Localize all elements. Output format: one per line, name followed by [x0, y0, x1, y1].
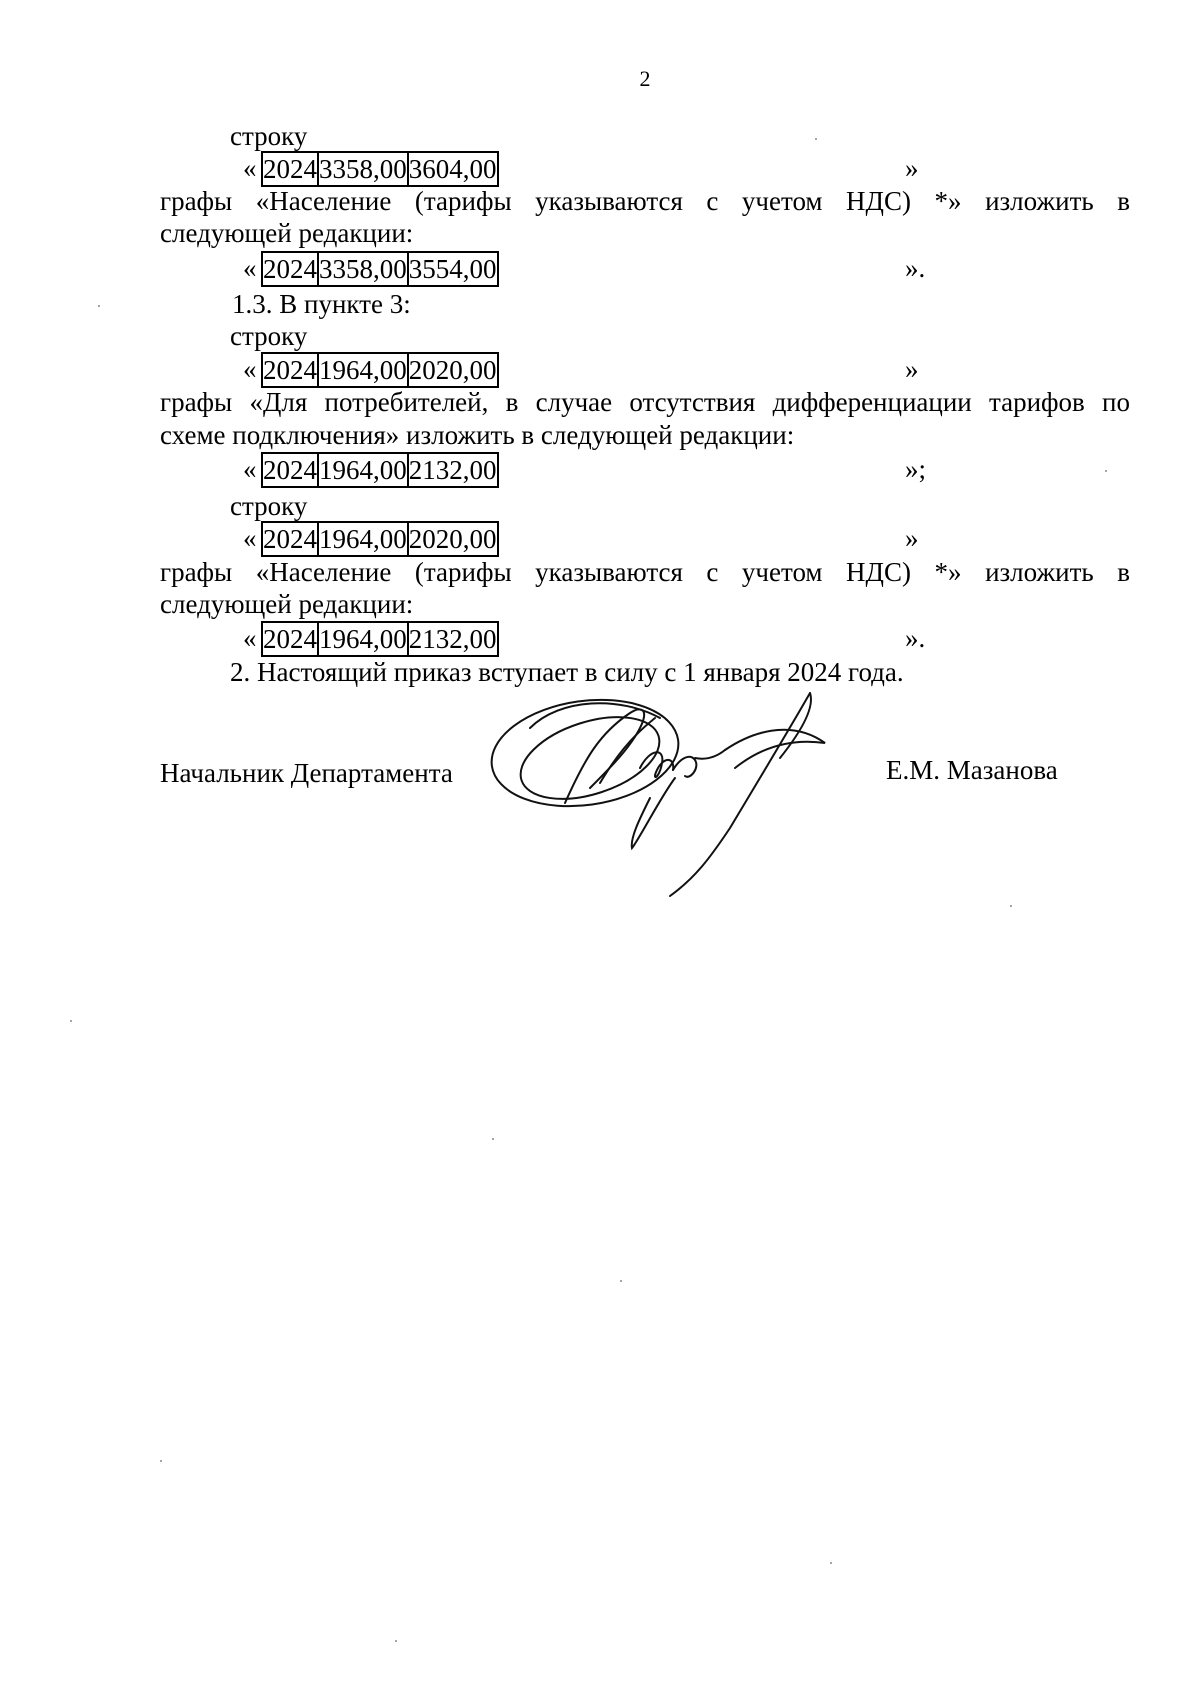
label-stroku: строку [230, 121, 308, 151]
tariff-table [261, 521, 499, 557]
tariff-table [261, 151, 499, 187]
signatory-title: Начальник Департамента [160, 758, 453, 788]
close-quote: » [905, 354, 919, 384]
tariff-cell-2: 2132,00 [408, 624, 497, 654]
paragraph-line: графы «Для потребителей, в случае отсутствия дифференциации тарифов по [160, 387, 1130, 417]
scan-speck [815, 138, 817, 140]
tariff-table [261, 621, 499, 657]
scan-speck [830, 1562, 832, 1564]
tariff-cell-2: 2132,00 [408, 455, 497, 485]
handwritten-signature [490, 688, 870, 898]
close-quote: » [905, 153, 919, 183]
open-quote: « [243, 153, 257, 183]
open-quote: « [243, 354, 257, 384]
page-number: 2 [639, 66, 651, 91]
scan-speck [70, 1020, 72, 1022]
tariff-cell-1: 3358,00 [319, 254, 407, 284]
scan-speck [492, 1138, 494, 1140]
tariff-table [261, 352, 499, 388]
tariff-cell-2: 3604,00 [408, 154, 497, 184]
clause-heading: 1.3. В пункте 3: [232, 289, 411, 319]
open-quote: « [243, 523, 257, 553]
tariff-cell-2: 2020,00 [408, 355, 497, 385]
year-cell: 2024 [263, 154, 317, 184]
open-quote: « [243, 454, 257, 484]
label-stroku: строку [230, 491, 308, 521]
paragraph-line: следующей редакции: [160, 589, 414, 619]
close-quote: » [905, 523, 919, 553]
close-quote: »; [905, 454, 927, 484]
year-cell: 2024 [263, 355, 317, 385]
close-quote: ». [905, 623, 926, 653]
scan-speck [98, 305, 100, 307]
paragraph-line: графы «Население (тарифы указываются с учетом НДС) *» изложить в [160, 557, 1130, 587]
tariff-cell-1: 1964,00 [319, 624, 407, 654]
scan-speck [1010, 905, 1012, 907]
scan-speck [160, 1460, 162, 1462]
tariff-cell-2: 2020,00 [408, 524, 497, 554]
year-cell: 2024 [263, 455, 317, 485]
tariff-table [261, 452, 499, 488]
tariff-cell-1: 1964,00 [319, 524, 407, 554]
label-stroku: строку [230, 321, 308, 351]
paragraph-line: следующей редакции: [160, 218, 414, 248]
scan-speck [1105, 470, 1107, 472]
clause-effective-date: 2. Настоящий приказ вступает в силу с 1 января 2024 года. [230, 657, 904, 687]
scan-speck [395, 1640, 397, 1642]
tariff-cell-2: 3554,00 [408, 254, 497, 284]
open-quote: « [243, 623, 257, 653]
close-quote: ». [905, 253, 926, 283]
signatory-name: Е.М. Мазанова [886, 755, 1058, 785]
tariff-cell-1: 1964,00 [319, 455, 407, 485]
paragraph-line: графы «Население (тарифы указываются с учетом НДС) *» изложить в [160, 186, 1130, 216]
scan-speck [620, 1280, 622, 1282]
tariff-table [261, 251, 499, 287]
paragraph-line: схеме подключения» изложить в следующей редакции: [160, 420, 795, 450]
year-cell: 2024 [263, 624, 317, 654]
tariff-cell-1: 1964,00 [319, 355, 407, 385]
tariff-cell-1: 3358,00 [319, 154, 407, 184]
open-quote: « [243, 253, 257, 283]
year-cell: 2024 [263, 254, 317, 284]
year-cell: 2024 [263, 524, 317, 554]
